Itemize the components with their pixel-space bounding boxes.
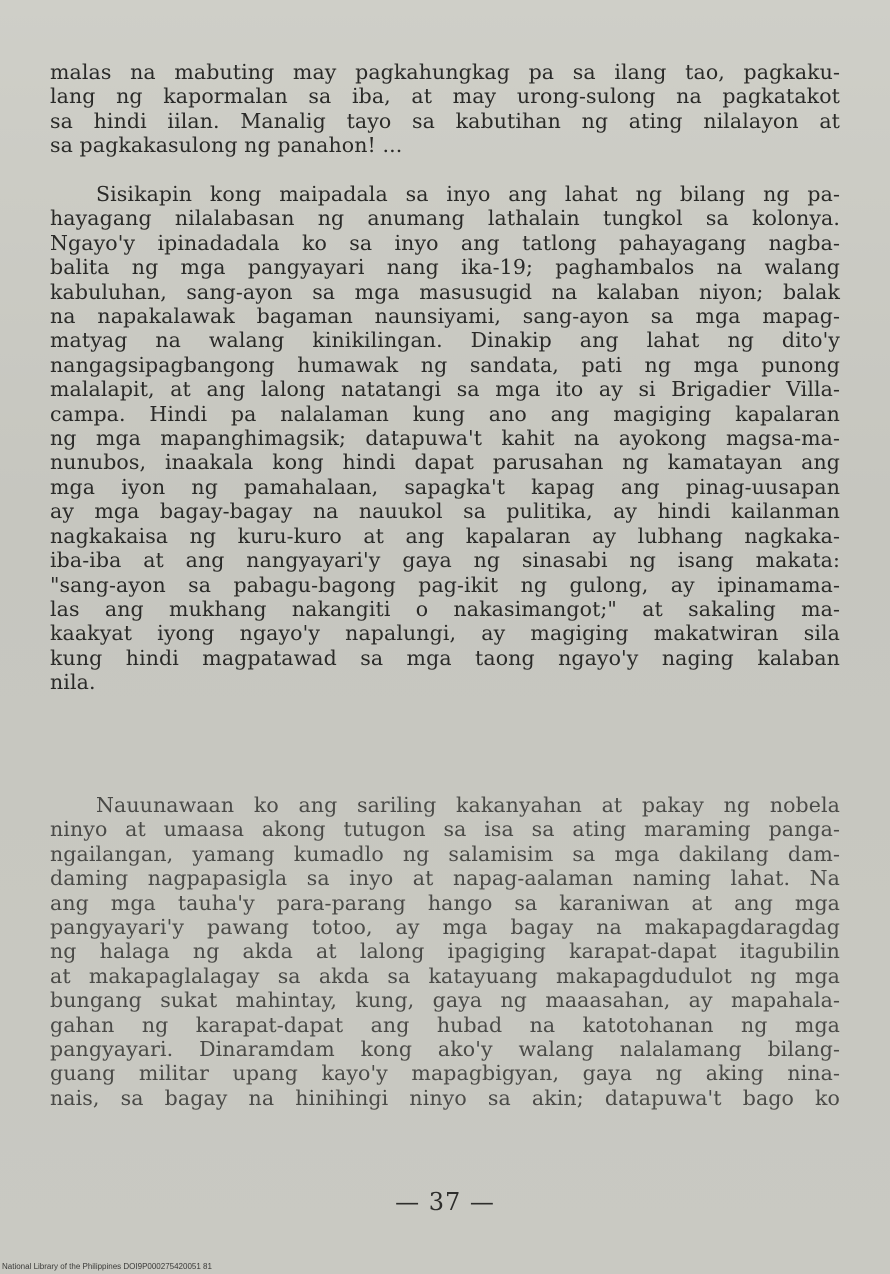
text-line: "sang-ayon sa pabagu-bagong pag-ikit ng gulong, ay ipinamama- — [50, 572, 840, 597]
page-number: — 37 — — [395, 1188, 495, 1216]
text-line: ng halaga ng akda at lalong ipagiging karapat-dapat itagubilin — [50, 939, 840, 964]
text-line: Sisikapin kong maipadala sa inyo ang lahat ng bilang ng pa- — [96, 182, 840, 206]
text-line: kabuluhan, sang-ayon sa mga masusugid na kalaban niyon; balak — [50, 279, 840, 304]
text-line: Ngayo'y ipinadadala ko sa inyo ang tatlong pahayagang nagba- — [50, 230, 840, 255]
text-line: pangyayari. Dinaramdam kong ako'y walang nalalamang bilang- — [50, 1037, 840, 1062]
text-line: nais, sa bagay na hinihingi ninyo sa akin; datapuwa't bago ko — [50, 1085, 840, 1110]
text-line: bungang sukat mahintay, kung, gaya ng maaasahan, ay mapahala- — [50, 988, 840, 1013]
text-line: las ang mukhang nakangiti o nakasimangot;" at sakaling ma- — [50, 596, 840, 621]
paragraph-2 — [50, 182, 840, 695]
text-line: daming nagpapasigla sa inyo at napag-aalaman naming lahat. Na — [50, 866, 840, 891]
text-line: pangyayari'y pawang totoo, ay mga bagay na makapagdaragdag — [50, 915, 840, 940]
text-line: kaakyat iyong ngayo'y napalungi, ay magiging makatwiran sila — [50, 621, 840, 646]
text-line: sa pagkakasulong ng panahon! ... — [50, 133, 403, 158]
text-line: malalapit, at ang lalong natatangi sa mga ito ay si Brigadier Villa- — [50, 377, 840, 402]
text-line: ay mga bagay-bagay na nauukol sa pulitika, ay hindi kailanman — [50, 499, 840, 524]
text-line: hayagang nilalabasan ng anumang lathalain tungkol sa kolonya. — [50, 206, 840, 231]
text-line: malas na mabuting may pagkahungkag pa sa ilang tao, pagkaku- — [50, 60, 840, 84]
text-line: balita ng mga pangyayari nang ika-19; paghambalos na walang — [50, 255, 840, 280]
text-line: ngailangan, yamang kumadlo ng salamisim sa mga dakilang dam- — [50, 841, 840, 866]
text-line: gahan ng karapat-dapat ang hubad na katotohanan ng mga — [50, 1012, 840, 1037]
text-line: matyag na walang kinikilingan. Dinakip ang lahat ng dito'y — [50, 328, 840, 353]
text-line: nangagsipagbangong humawak ng sandata, pati ng mga punong — [50, 352, 840, 377]
text-line: at makapaglalagay sa akda sa katayuang makapagdudulot ng mga — [50, 963, 840, 988]
text-line: nagkakaisa ng kuru-kuro at ang kapalaran ay lubhang nagkaka- — [50, 523, 840, 548]
text-line: sa hindi iilan. Manalig tayo sa kabutihan ng ating nilalayon at — [50, 108, 840, 133]
text-line: ninyo at umaasa akong tutugon sa isa sa ating maraming panga- — [50, 817, 840, 842]
text-line: nila. — [50, 670, 96, 695]
library-footer-note: National Library of the Philippines DOI9P000275420051 81 — [2, 1262, 212, 1271]
text-line: guang militar upang kayo'y mapagbigyan, gaya ng aking nina- — [50, 1061, 840, 1086]
text-line: kung hindi magpatawad sa mga taong ngayo'y naging kalaban — [50, 645, 840, 670]
text-line: campa. Hindi pa nalalaman kung ano ang magiging kapalaran — [50, 401, 840, 426]
text-line: ng mga mapanghimagsik; datapuwa't kahit na ayokong magsa-ma- — [50, 426, 840, 451]
text-line: Nauunawaan ko ang sariling kakanyahan at pakay ng nobela — [96, 793, 840, 817]
paragraph-1 — [50, 60, 840, 158]
text-line: nunubos, inaakala kong hindi dapat parusahan ng kamatayan ang — [50, 450, 840, 475]
paragraph-3 — [50, 793, 840, 1110]
text-line: lang ng kapormalan sa iba, at may urong-sulong na pagkatakot — [50, 84, 840, 109]
text-line: iba-iba at ang nangyayari'y gaya ng sinasabi ng isang makata: — [50, 548, 840, 573]
text-line: ang mga tauha'y para-parang hango sa karaniwan at ang mga — [50, 890, 840, 915]
text-line: na napakalawak bagaman naunsiyami, sang-ayon sa mga mapag- — [50, 304, 840, 329]
text-line: mga iyon ng pamahalaan, sapagka't kapag ang pinag-uusapan — [50, 474, 840, 499]
